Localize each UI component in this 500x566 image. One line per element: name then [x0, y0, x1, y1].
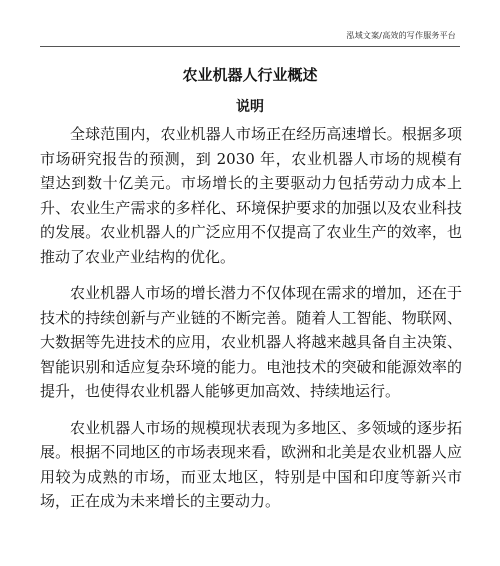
header-divider: [40, 46, 460, 47]
document-body: [40, 122, 462, 526]
body-paragraph: 农业机器人市场的规模现状表现为多地区、多领域的逐步拓展。根据不同地区的市场表现来看，欧洲和北美是农业机器人应用较为成熟的市场，而亚太地区，特别是中国和印度等新兴市场，正在成为未来增长的主要动力。: [40, 418, 462, 510]
body-paragraph: 全球范围内，农业机器人市场正在经历高速增长。根据多项市场研究报告的预测，到 2030 年，农业机器人市场的规模有望达到数十亿美元。市场增长的主要驱动力包括劳动力成本上升、农业生产需求的多样化、环境保护要求的加强以及农业科技的发展。农业机器人的广泛应用不仅提高了农业生产的效率，也推动了农业产业结构的优化。: [40, 125, 462, 266]
body-paragraph: 农业机器人市场的增长潜力不仅体现在需求的增加，还在于技术的持续创新与产业链的不断完善。随着人工智能、物联网、大数据等先进技术的应用，农业机器人将越来越具备自主决策、智能识别和适应复杂环境的能力。电池技术的突破和能源效率的提升，也使得农业机器人能够更加高效、持续地运行。: [40, 284, 462, 400]
document-title: 农业机器人行业概述: [182, 66, 318, 84]
header-brand-text: 泓域文案/高效的写作服务平台: [346, 31, 456, 40]
section-heading: 说明: [236, 99, 264, 115]
